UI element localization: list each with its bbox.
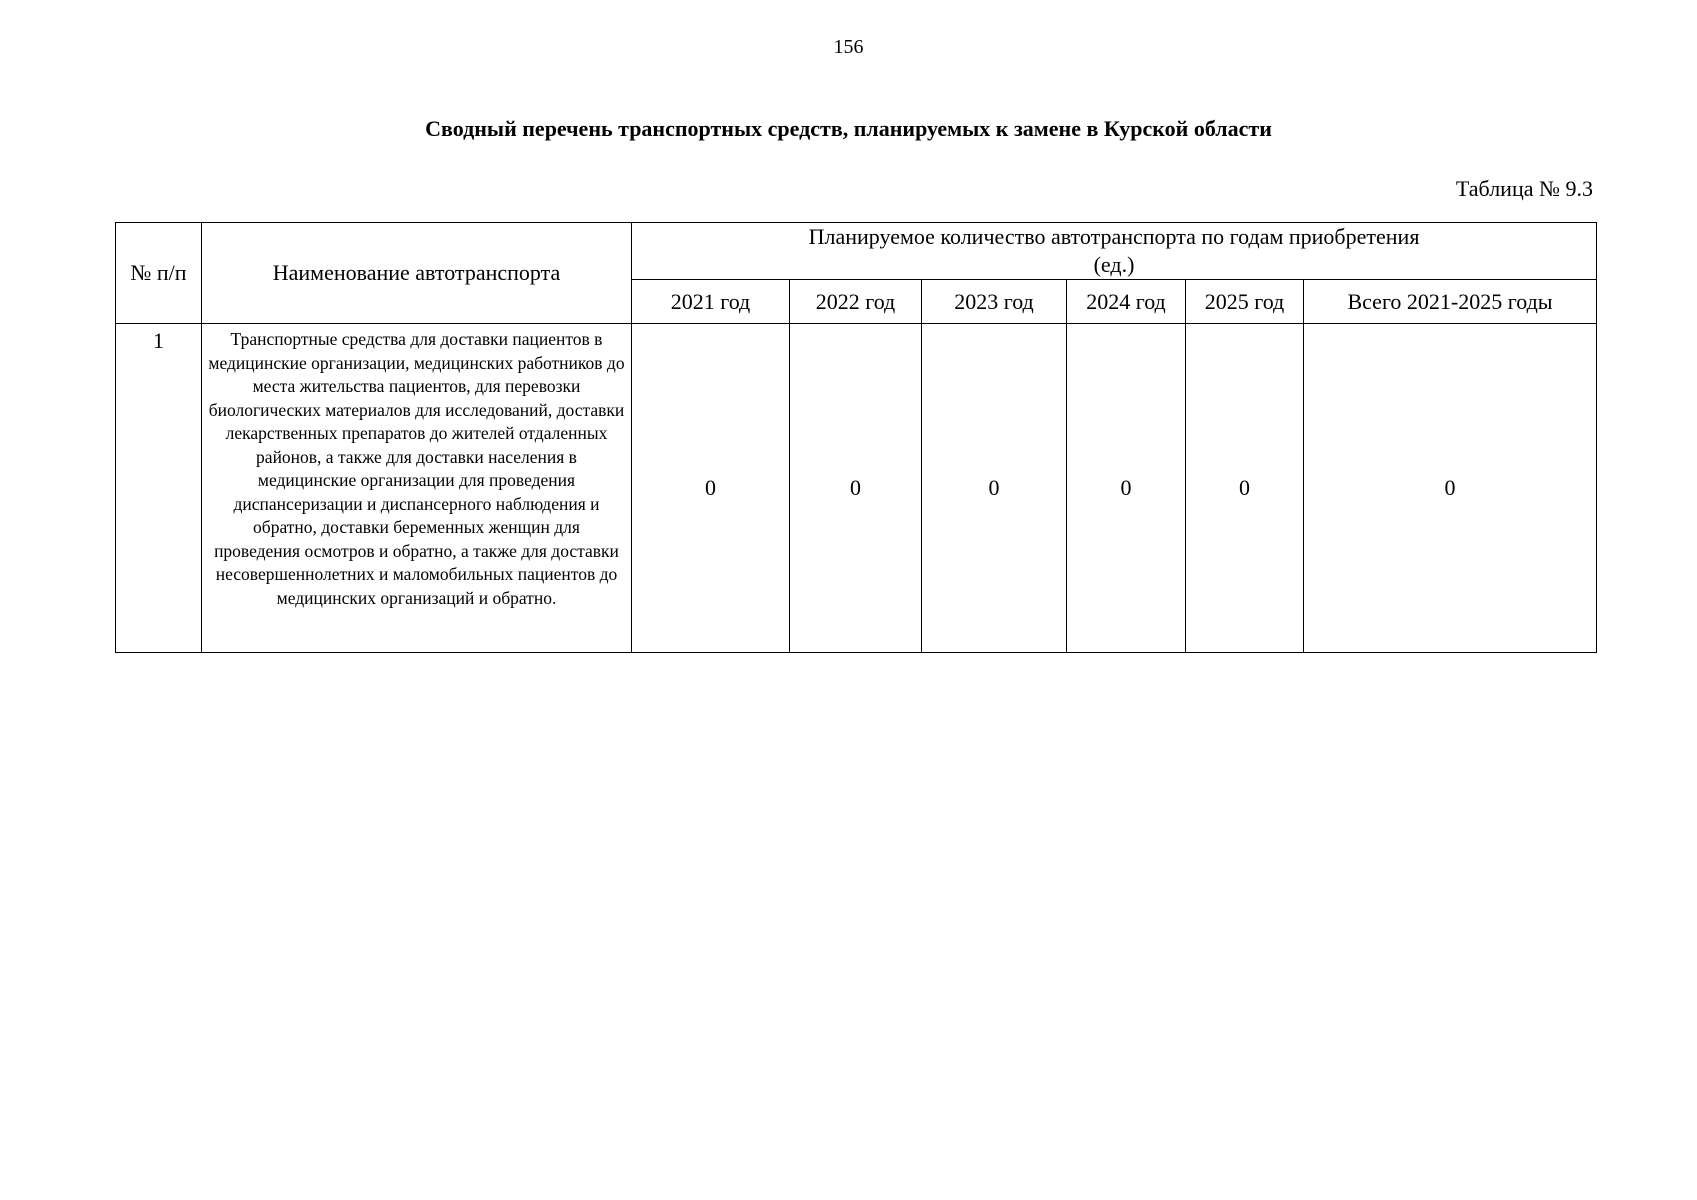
row-name: Транспортные средства для доставки пациентов в медицинские организации, медицинских работников до места жительства пациентов, для перевозки биологических материалов для исследований, доставки лекарственных препаратов до жителей отдаленных районов, а также для доставки населения в медицинские организации для проведения диспансеризации и диспансерного наблюдения и обратно, доставки беременных женщин для проведения осмотров и обратно, а также для доставки несовершеннолетних и маломобильных пациентов до медицинских организаций и обратно. bbox=[202, 324, 632, 653]
value-2023: 0 bbox=[922, 324, 1067, 653]
header-year-2022: 2022 год bbox=[790, 280, 922, 324]
header-row-top bbox=[116, 223, 1597, 280]
header-group bbox=[632, 223, 1597, 280]
value-2025: 0 bbox=[1186, 324, 1304, 653]
header-name: Наименование автотранспорта bbox=[202, 223, 632, 324]
header-group-unit: (ед.) bbox=[1093, 252, 1135, 277]
header-group-label: Планируемое количество автотранспорта по годам приобретения bbox=[808, 224, 1420, 249]
header-year-2021: 2021 год bbox=[632, 280, 790, 324]
value-total: 0 bbox=[1304, 324, 1597, 653]
header-year-2024: 2024 год bbox=[1067, 280, 1186, 324]
page-number: 156 bbox=[833, 36, 864, 58]
vehicle-replacement-table bbox=[115, 222, 1597, 653]
value-2021: 0 bbox=[632, 324, 790, 653]
header-num: № п/п bbox=[116, 223, 202, 324]
document-title: Сводный перечень транспортных средств, планируемых к замене в Курской области bbox=[425, 116, 1272, 141]
table-label: Таблица № 9.3 bbox=[1455, 176, 1593, 201]
header-year-2025: 2025 год bbox=[1186, 280, 1304, 324]
value-2024: 0 bbox=[1067, 324, 1186, 653]
table-row bbox=[116, 324, 1597, 653]
value-2022: 0 bbox=[790, 324, 922, 653]
header-total: Всего 2021-2025 годы bbox=[1304, 280, 1597, 324]
row-num: 1 bbox=[116, 324, 202, 653]
header-year-2023: 2023 год bbox=[922, 280, 1067, 324]
